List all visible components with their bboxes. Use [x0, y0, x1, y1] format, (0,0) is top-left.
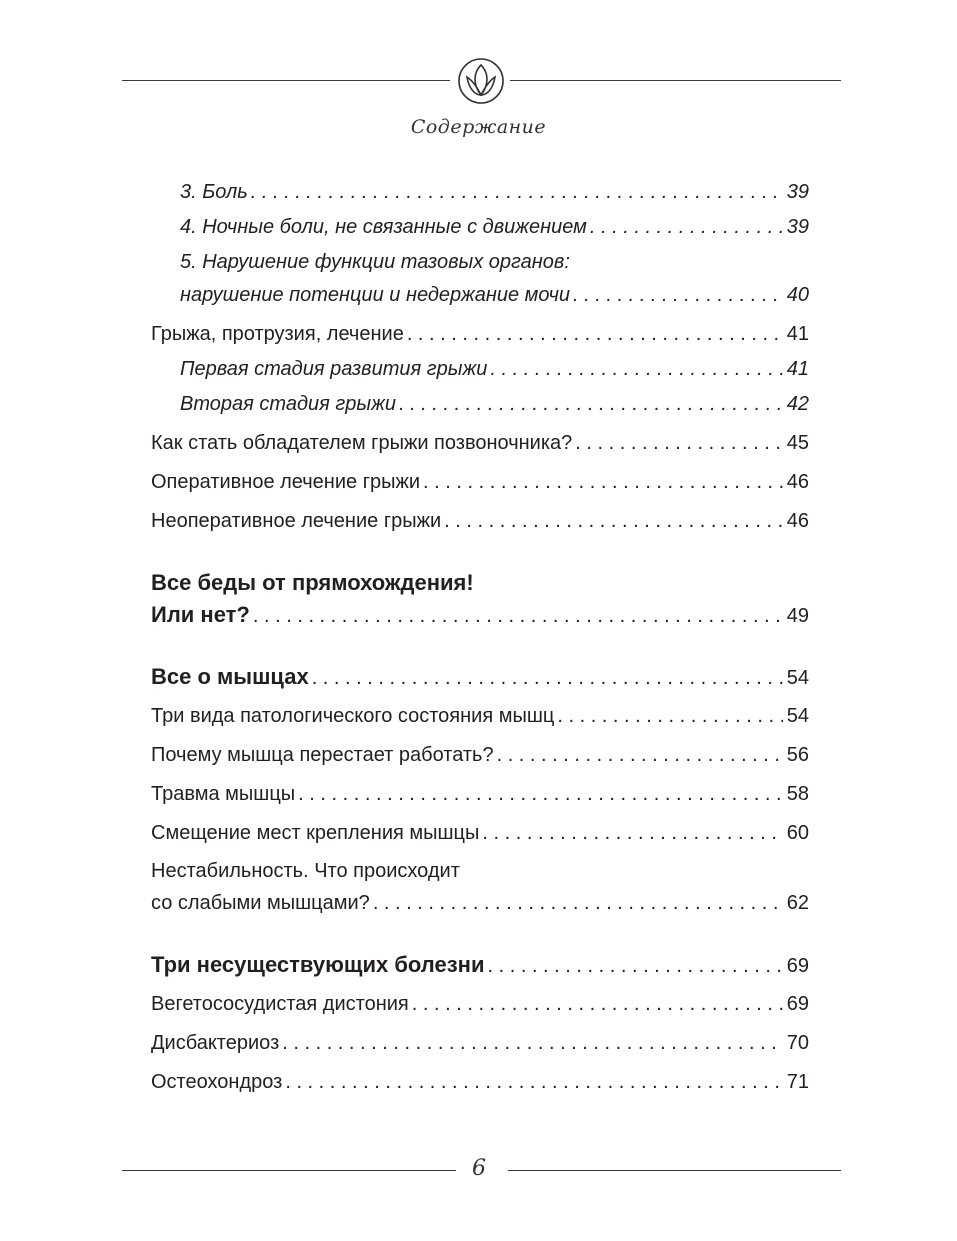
- toc-entry-title: Неоперативное лечение грыжи: [151, 510, 442, 532]
- chapter-page: 54: [786, 667, 809, 689]
- leader-dots: [575, 432, 782, 455]
- leader-dots: [407, 323, 783, 346]
- chapter-title: Или нет?: [151, 602, 250, 627]
- leader-dots: [412, 993, 783, 1016]
- toc-entry-page: 41: [786, 323, 809, 345]
- chapter-page: 69: [786, 955, 809, 977]
- toc-entry: [180, 181, 809, 204]
- leader-dots: [423, 471, 783, 494]
- page-number: 6: [472, 1156, 486, 1181]
- lotus-ornament-icon: [455, 55, 507, 107]
- toc-entry: [151, 892, 809, 915]
- toc-entry: [151, 510, 809, 533]
- header-rule-right: [510, 80, 841, 81]
- toc-entry: [180, 216, 809, 239]
- leader-dots: [487, 955, 782, 978]
- toc-entry-title: Грыжа, протрузия, лечение: [151, 323, 404, 345]
- chapter-page: 49: [786, 605, 809, 627]
- leader-dots: [482, 822, 782, 845]
- toc-entry: [151, 744, 809, 767]
- toc-entry: [180, 393, 809, 416]
- footer-rule-right: [508, 1170, 841, 1171]
- running-head: Содержание: [410, 116, 547, 138]
- toc-entry-page: 39: [786, 216, 809, 238]
- toc-entry-page: 40: [786, 284, 809, 306]
- leader-dots: [282, 1032, 783, 1055]
- toc-entry-page: 56: [786, 744, 809, 766]
- leader-dots: [312, 667, 783, 690]
- toc-entry-page: 39: [786, 181, 809, 203]
- toc-entry-title: Смещение мест крепления мышцы: [151, 822, 480, 844]
- toc-entry-title: нарушение потенции и недержание мочи: [180, 284, 571, 306]
- footer-rule-left: [122, 1170, 456, 1171]
- leader-dots: [298, 783, 783, 806]
- toc-entry-page: 69: [786, 993, 809, 1015]
- toc-entry: [151, 1071, 809, 1094]
- toc-entry: [151, 432, 809, 455]
- toc-entry-page: 46: [786, 510, 809, 532]
- toc-entry-title: Первая стадия развития грыжи: [180, 358, 488, 380]
- toc-entry-page: 54: [786, 705, 809, 727]
- toc-entry-page: 62: [786, 892, 809, 914]
- toc-entry-title: Почему мышца перестает работать?: [151, 744, 494, 766]
- toc-entry-page: 60: [786, 822, 809, 844]
- toc-entry-page: 42: [786, 393, 809, 415]
- toc-entry-title: Три вида патологического состояния мышц: [151, 705, 555, 727]
- leader-dots: [590, 216, 783, 239]
- toc-entry-page: 70: [786, 1032, 809, 1054]
- leader-dots: [557, 705, 782, 728]
- toc-entry-title: Остеохондроз: [151, 1071, 283, 1093]
- toc-entry-title: 4. Ночные боли, не связанные с движением: [180, 216, 587, 238]
- toc-entry-title: Травма мышцы: [151, 783, 296, 805]
- toc-entry-title: 3. Боль: [180, 181, 248, 203]
- toc-entry: [151, 783, 809, 806]
- toc-entry-title: Вегетососудистая дистония: [151, 993, 409, 1015]
- toc-entry: [180, 284, 809, 307]
- leader-dots: [399, 393, 783, 416]
- toc-entry-title: Оперативное лечение грыжи: [151, 471, 421, 493]
- toc-entry-title: Как стать обладателем грыжи позвоночника?: [151, 432, 573, 454]
- chapter-title-line1: Все беды от прямохождения!: [151, 570, 474, 595]
- toc-entry-title: со слабыми мышцами?: [151, 892, 370, 914]
- toc-entry: [151, 822, 809, 845]
- leader-dots: [253, 605, 783, 628]
- toc-entry: [151, 705, 809, 728]
- leader-dots: [373, 892, 783, 915]
- leader-dots: [251, 181, 783, 204]
- toc-entry-title-line1: 5. Нарушение функции тазовых органов:: [180, 251, 570, 273]
- chapter-title: Три несуществующих болезни: [151, 952, 485, 977]
- toc-entry: [151, 323, 809, 346]
- toc-entry-title: Вторая стадия грыжи: [180, 393, 396, 415]
- leader-dots: [497, 744, 783, 767]
- leader-dots: [444, 510, 783, 533]
- toc-entry-page: 46: [786, 471, 809, 493]
- toc-entry-page: 45: [786, 432, 809, 454]
- chapter-title: Все о мышцах: [151, 664, 309, 689]
- toc-entry-title: Дисбактериоз: [151, 1032, 280, 1054]
- chapter-entry: [151, 602, 809, 628]
- toc-entry: [151, 471, 809, 494]
- toc-entry: [180, 358, 809, 381]
- toc-entry-page: 58: [786, 783, 809, 805]
- header-rule-left: [122, 80, 450, 81]
- chapter-entry: [151, 664, 809, 690]
- toc-entry-title-line1: Нестабильность. Что происходит: [151, 860, 460, 882]
- toc-entry: [151, 1032, 809, 1055]
- chapter-entry: [151, 952, 809, 978]
- toc-entry-page: 71: [786, 1071, 809, 1093]
- toc-entry: [151, 993, 809, 1016]
- leader-dots: [285, 1071, 782, 1094]
- leader-dots: [490, 358, 782, 381]
- toc-entry-page: 41: [786, 358, 809, 380]
- leader-dots: [573, 284, 783, 307]
